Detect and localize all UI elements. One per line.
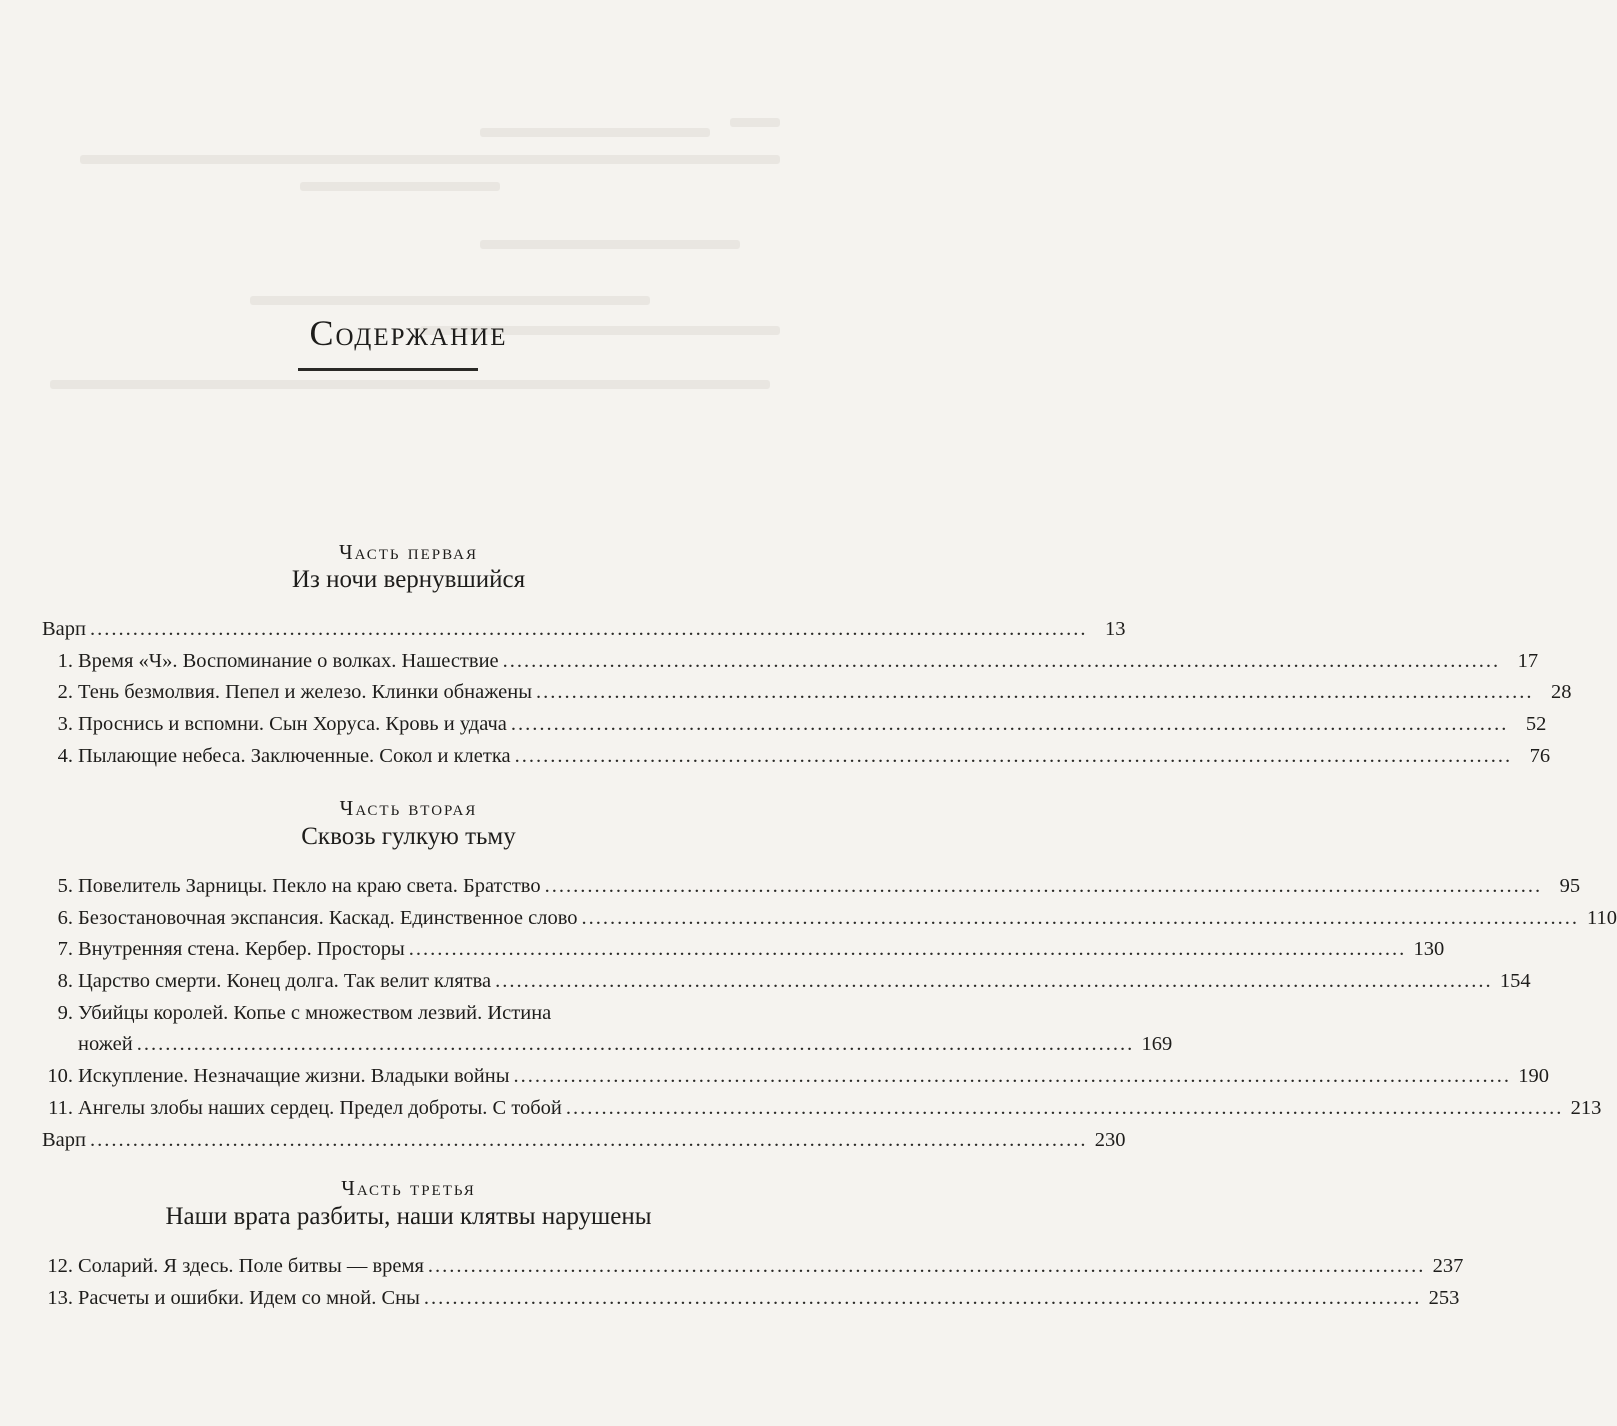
toc-entry-title: Тень безмолвия. Пепел и железо. Клинки обнажены: [78, 681, 532, 704]
toc-entry-title: Ангелы злобы наших сердец. Предел доброты. С тобой: [78, 1096, 562, 1119]
part-2-label: Часть вторая: [339, 796, 478, 820]
leader-dots: ............................................................................................................................................: [90, 618, 1088, 640]
toc-entry[interactable]: [42, 1093, 1602, 1125]
toc-entry-page: 237: [1432, 1255, 1464, 1277]
toc-entry-title: Повелитель Зарницы. Пекло на краю света. Братство: [78, 875, 541, 897]
toc-entry-title: Соларий. Я здесь. Поле битвы — время: [78, 1255, 424, 1277]
toc-entry-number: 13.: [47, 1286, 73, 1309]
leader-dots: ............................................................................................................................................: [514, 744, 1513, 767]
toc-entry-number: 7.: [57, 938, 73, 961]
toc-entry-continuation[interactable]: [42, 1029, 1173, 1061]
toc-entry[interactable]: [42, 646, 1539, 678]
toc-entry-title: Безостановочная экспансия. Каскад. Единственное слово: [78, 906, 578, 929]
leader-dots: ............................................................................................................................................: [502, 649, 1501, 672]
toc-entry-page: 52: [1525, 713, 1547, 736]
toc-entry-title: Пылающие небеса. Заключенные. Сокол и клетка: [78, 744, 511, 767]
toc-entry-page: 17: [1517, 649, 1539, 672]
toc-entry-page: 110: [1587, 906, 1617, 929]
part-2-toc: [42, 871, 1617, 1156]
toc-entry-title: Варп: [42, 1128, 86, 1151]
part-1-title: Из ночи вернувшийся: [291, 566, 526, 593]
toc-entry-title: Расчеты и ошибки. Идем со мной. Сны: [78, 1286, 420, 1309]
part-3-toc: [42, 1251, 1464, 1314]
toc-entry[interactable]: [42, 1125, 1126, 1157]
leader-dots: ............................................................................................................................................: [136, 1033, 1135, 1056]
toc-entry-number: 11.: [48, 1096, 73, 1119]
leader-dots: ............................................................................................................................................: [535, 681, 1534, 704]
toc-entry-page: 130: [1413, 938, 1445, 961]
toc-entry[interactable]: [42, 709, 1547, 741]
part-1-toc: [42, 614, 1572, 772]
toc-entry-page: 13: [1105, 618, 1126, 640]
show-through-text: [40, 100, 780, 440]
part-1-label: Часть первая: [339, 540, 478, 564]
part-3-title: Наши врата разбиты, наши клятвы нарушены: [165, 1203, 652, 1230]
toc-entry-number: 4.: [57, 744, 73, 767]
toc-entry[interactable]: [42, 966, 1531, 998]
toc-entry-title: Убийцы королей. Копье с множеством лезвий. Истина: [78, 1001, 552, 1024]
toc-entry-title: Внутренняя стена. Кербер. Просторы: [78, 938, 405, 961]
leader-dots: ............................................................................................................................................: [581, 906, 1579, 929]
leader-dots: ............................................................................................................................................: [423, 1286, 1422, 1309]
leader-dots: ............................................................................................................................................: [408, 938, 1407, 961]
toc-entry[interactable]: [42, 934, 1445, 966]
toc-entry-page: 154: [1499, 970, 1531, 993]
toc-entry-number: 5.: [57, 875, 73, 897]
toc-entry-title: Варп: [42, 618, 86, 640]
toc-entry[interactable]: [42, 1283, 1460, 1315]
toc-entry-page: 190: [1518, 1065, 1549, 1088]
toc-entry-page: 253: [1428, 1286, 1460, 1309]
leader-dots: ............................................................................................................................................: [513, 1065, 1511, 1088]
toc-entry-title: Время «Ч». Воспоминание о волках. Нашествие: [78, 649, 499, 672]
toc-entry-number: 12.: [47, 1255, 73, 1277]
toc-entry[interactable]: [42, 1251, 1464, 1283]
leader-dots: ............................................................................................................................................: [510, 713, 1509, 736]
toc-entry-page: 230: [1094, 1128, 1126, 1151]
leader-dots: ............................................................................................................................................: [90, 1128, 1088, 1151]
page-title: Содержание: [309, 313, 508, 353]
toc-entry-number: 9.: [57, 1001, 73, 1024]
leader-dots: ............................................................................................................................................: [495, 970, 1493, 993]
toc-entry-title: Проснись и вспомни. Сын Хоруса. Кровь и удача: [78, 713, 507, 736]
toc-entry-page: 213: [1570, 1096, 1602, 1119]
toc-entry[interactable]: [42, 677, 1572, 709]
toc-entry-number: 2.: [57, 681, 73, 704]
toc-entry-number: 1.: [57, 649, 73, 672]
toc-entry-number: 6.: [57, 906, 73, 929]
toc-entry[interactable]: [42, 871, 1581, 903]
toc-entry-page: 28: [1550, 681, 1572, 704]
leader-dots: ............................................................................................................................................: [544, 875, 1543, 897]
toc-entry-page: 76: [1529, 744, 1551, 767]
toc-entry-number: 8.: [57, 970, 73, 993]
toc-entry-title-continued: ножей: [78, 1033, 133, 1056]
toc-entry-number: 10.: [47, 1065, 73, 1088]
leader-dots: ............................................................................................................................................: [565, 1096, 1564, 1119]
toc-entry-title: Искупление. Незначащие жизни. Владыки войны: [78, 1065, 510, 1088]
toc-entry[interactable]: [42, 903, 1617, 935]
toc-entry[interactable]: [42, 741, 1551, 773]
toc-entry[interactable]: [42, 614, 1126, 646]
leader-dots: ............................................................................................................................................: [427, 1255, 1426, 1277]
part-2-title: Сквозь гулкую тьму: [301, 823, 516, 850]
title-underline: [298, 368, 478, 371]
part-3-label: Часть третья: [341, 1176, 476, 1200]
toc-entry-page: 169: [1141, 1033, 1173, 1056]
toc-entry[interactable]: [42, 1061, 1549, 1093]
toc-entry-page: 95: [1559, 875, 1581, 897]
toc-entry-number: 3.: [57, 713, 73, 736]
toc-entry[interactable]: [42, 998, 736, 1030]
toc-entry-title: Царство смерти. Конец долга. Так велит клятва: [78, 970, 492, 993]
